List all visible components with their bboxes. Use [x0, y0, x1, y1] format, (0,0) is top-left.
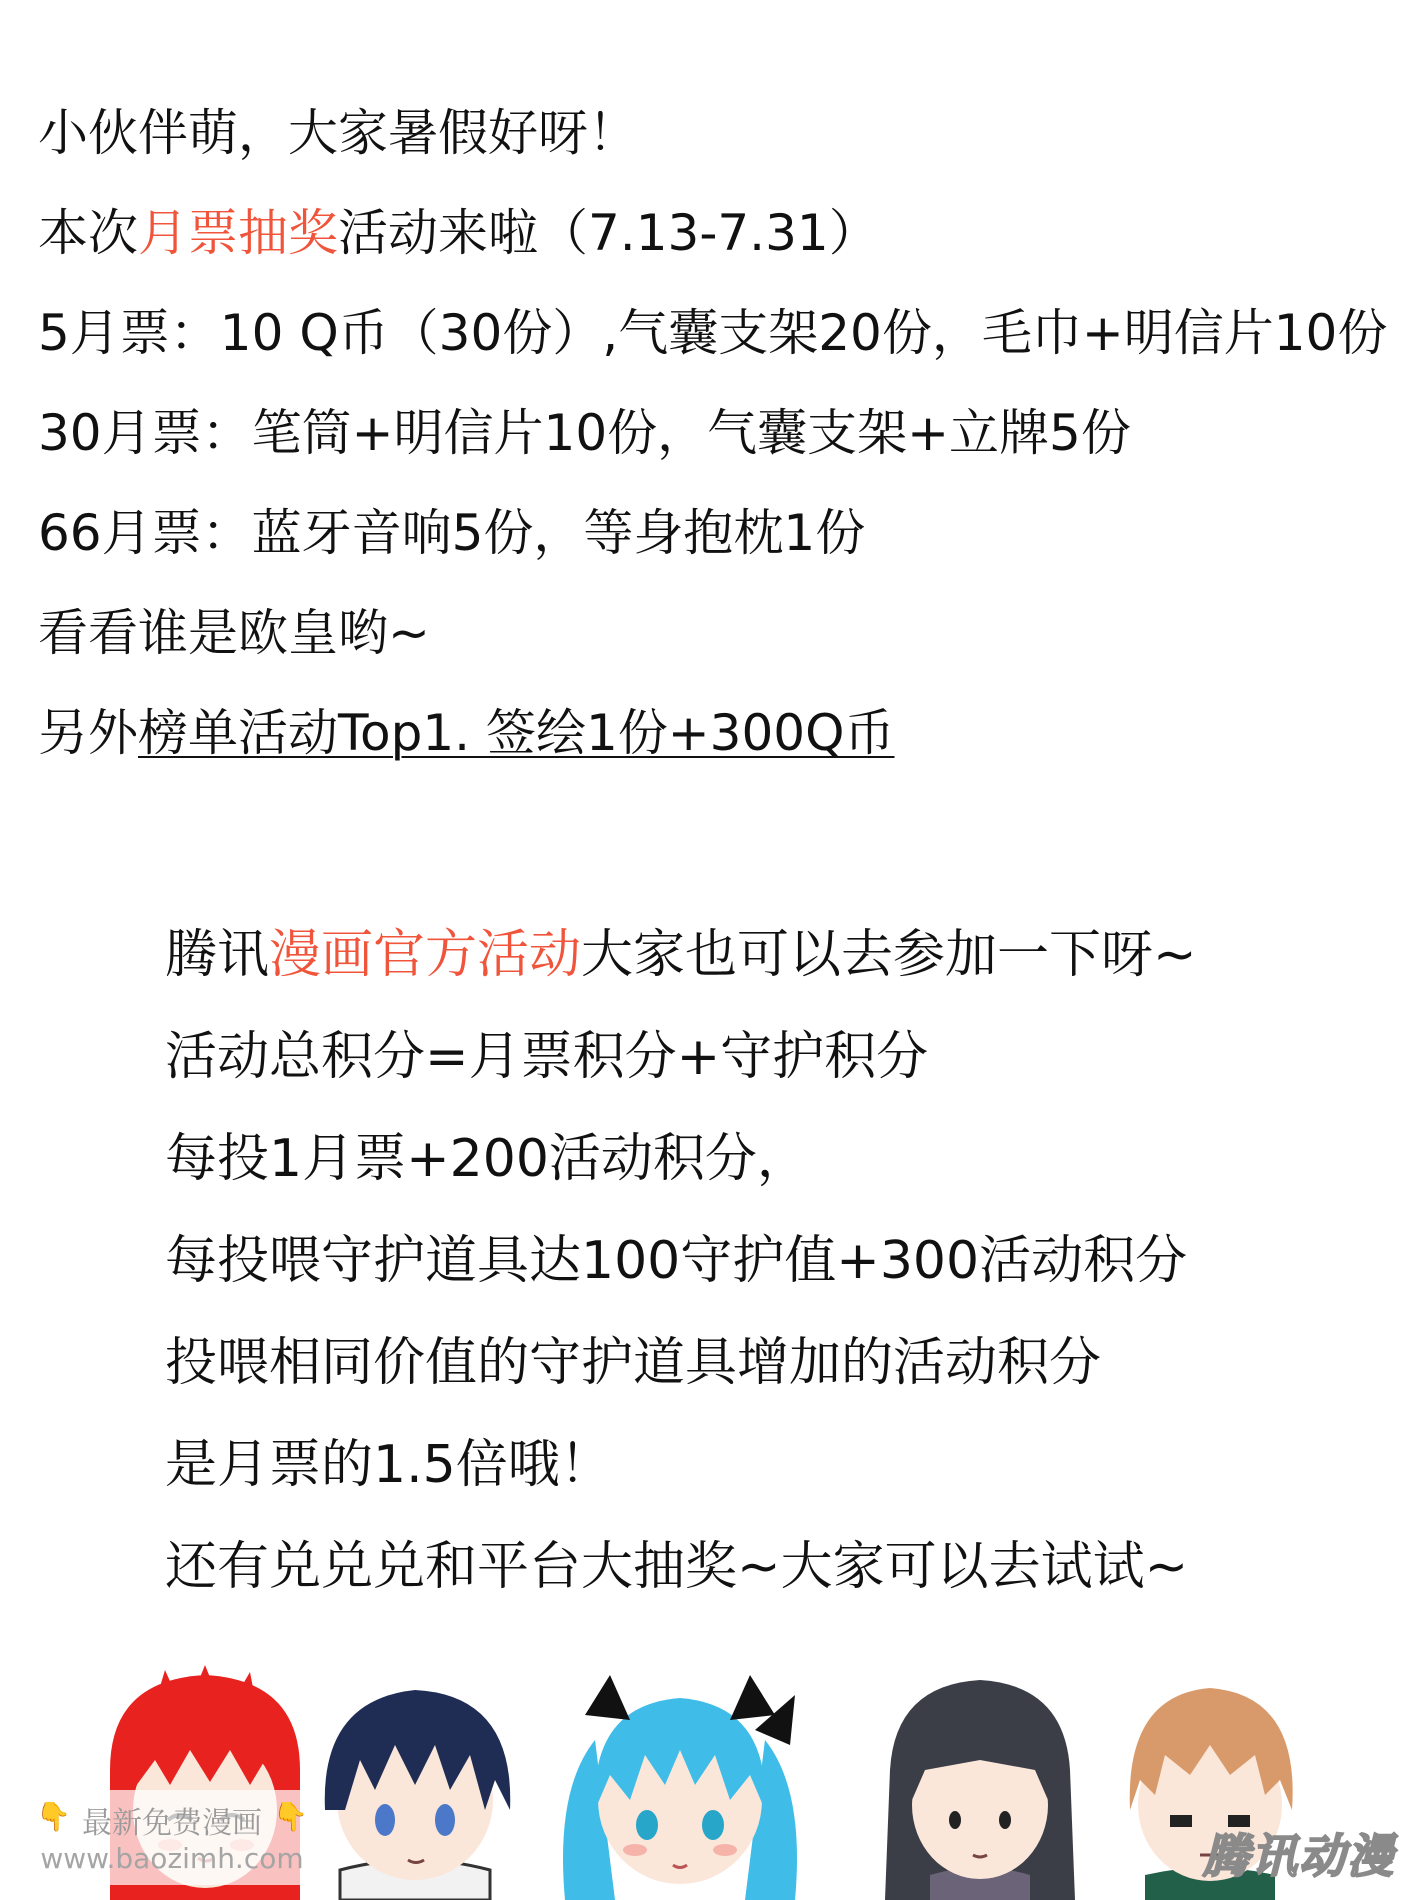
greeting-line: 小伙伴萌，大家暑假好呀！: [38, 104, 638, 162]
guard-compare-line: 投喂相同价值的守护道具增加的活动积分: [165, 1333, 1102, 1393]
activity-intro-line: [165, 925, 1197, 985]
guard-points-line: 每投喂守护道具达100守护值+300活动积分: [165, 1231, 1188, 1291]
tier-30-line: 30月票：笔筒+明信片10份，气囊支架+立牌5份: [38, 404, 1131, 462]
pointing-hand-icon: 👇: [36, 1800, 71, 1833]
dark-blue-hair-boy-icon: [300, 1660, 530, 1900]
event-suffix: 活动来啦（7.13-7.31）: [338, 204, 879, 262]
event-highlight: 月票抽奖: [138, 204, 338, 262]
ticket-points-line: 每投1月票+200活动积分，: [165, 1129, 809, 1189]
watermark-url-text: www.baozimh.com: [40, 1842, 304, 1875]
activity-suffix: 大家也可以去参加一下呀~: [581, 925, 1197, 985]
points-formula-line: 活动总积分=月票积分+守护积分: [165, 1027, 929, 1087]
cyan-twintail-girl-icon: [555, 1660, 805, 1900]
watermark-top-text: 最新免费漫画: [82, 1806, 262, 1841]
pointing-hand-icon: 👇: [273, 1800, 308, 1833]
rank-underlined: 榜单活动Top1. 签绘1份+300Q币: [138, 704, 895, 762]
activity-prefix: 腾讯: [165, 925, 270, 985]
event-prefix: 本次: [38, 204, 138, 262]
activity-highlight: 漫画官方活动: [269, 925, 582, 985]
tencent-comics-logo: 腾讯动漫: [1203, 1829, 1395, 1883]
watermark-left: [22, 1790, 322, 1885]
multiplier-line: 是月票的1.5倍哦！: [165, 1435, 612, 1495]
lottery-line: 还有兑兑兑和平台大抽奖~大家可以去试试~: [165, 1537, 1189, 1597]
event-line: [38, 203, 879, 263]
tier-66-line: 66月票：蓝牙音响5份，等身抱枕1份: [38, 504, 866, 562]
rank-prefix: 另外: [38, 704, 138, 762]
black-hair-girl-icon: [870, 1660, 1090, 1900]
lucky-line: 看看谁是欧皇哟~: [38, 604, 430, 662]
rank-line: [38, 703, 894, 763]
tier-5-line: 5月票：10 Q币（30份）,气囊支架20份，毛巾+明信片10份: [38, 304, 1388, 362]
